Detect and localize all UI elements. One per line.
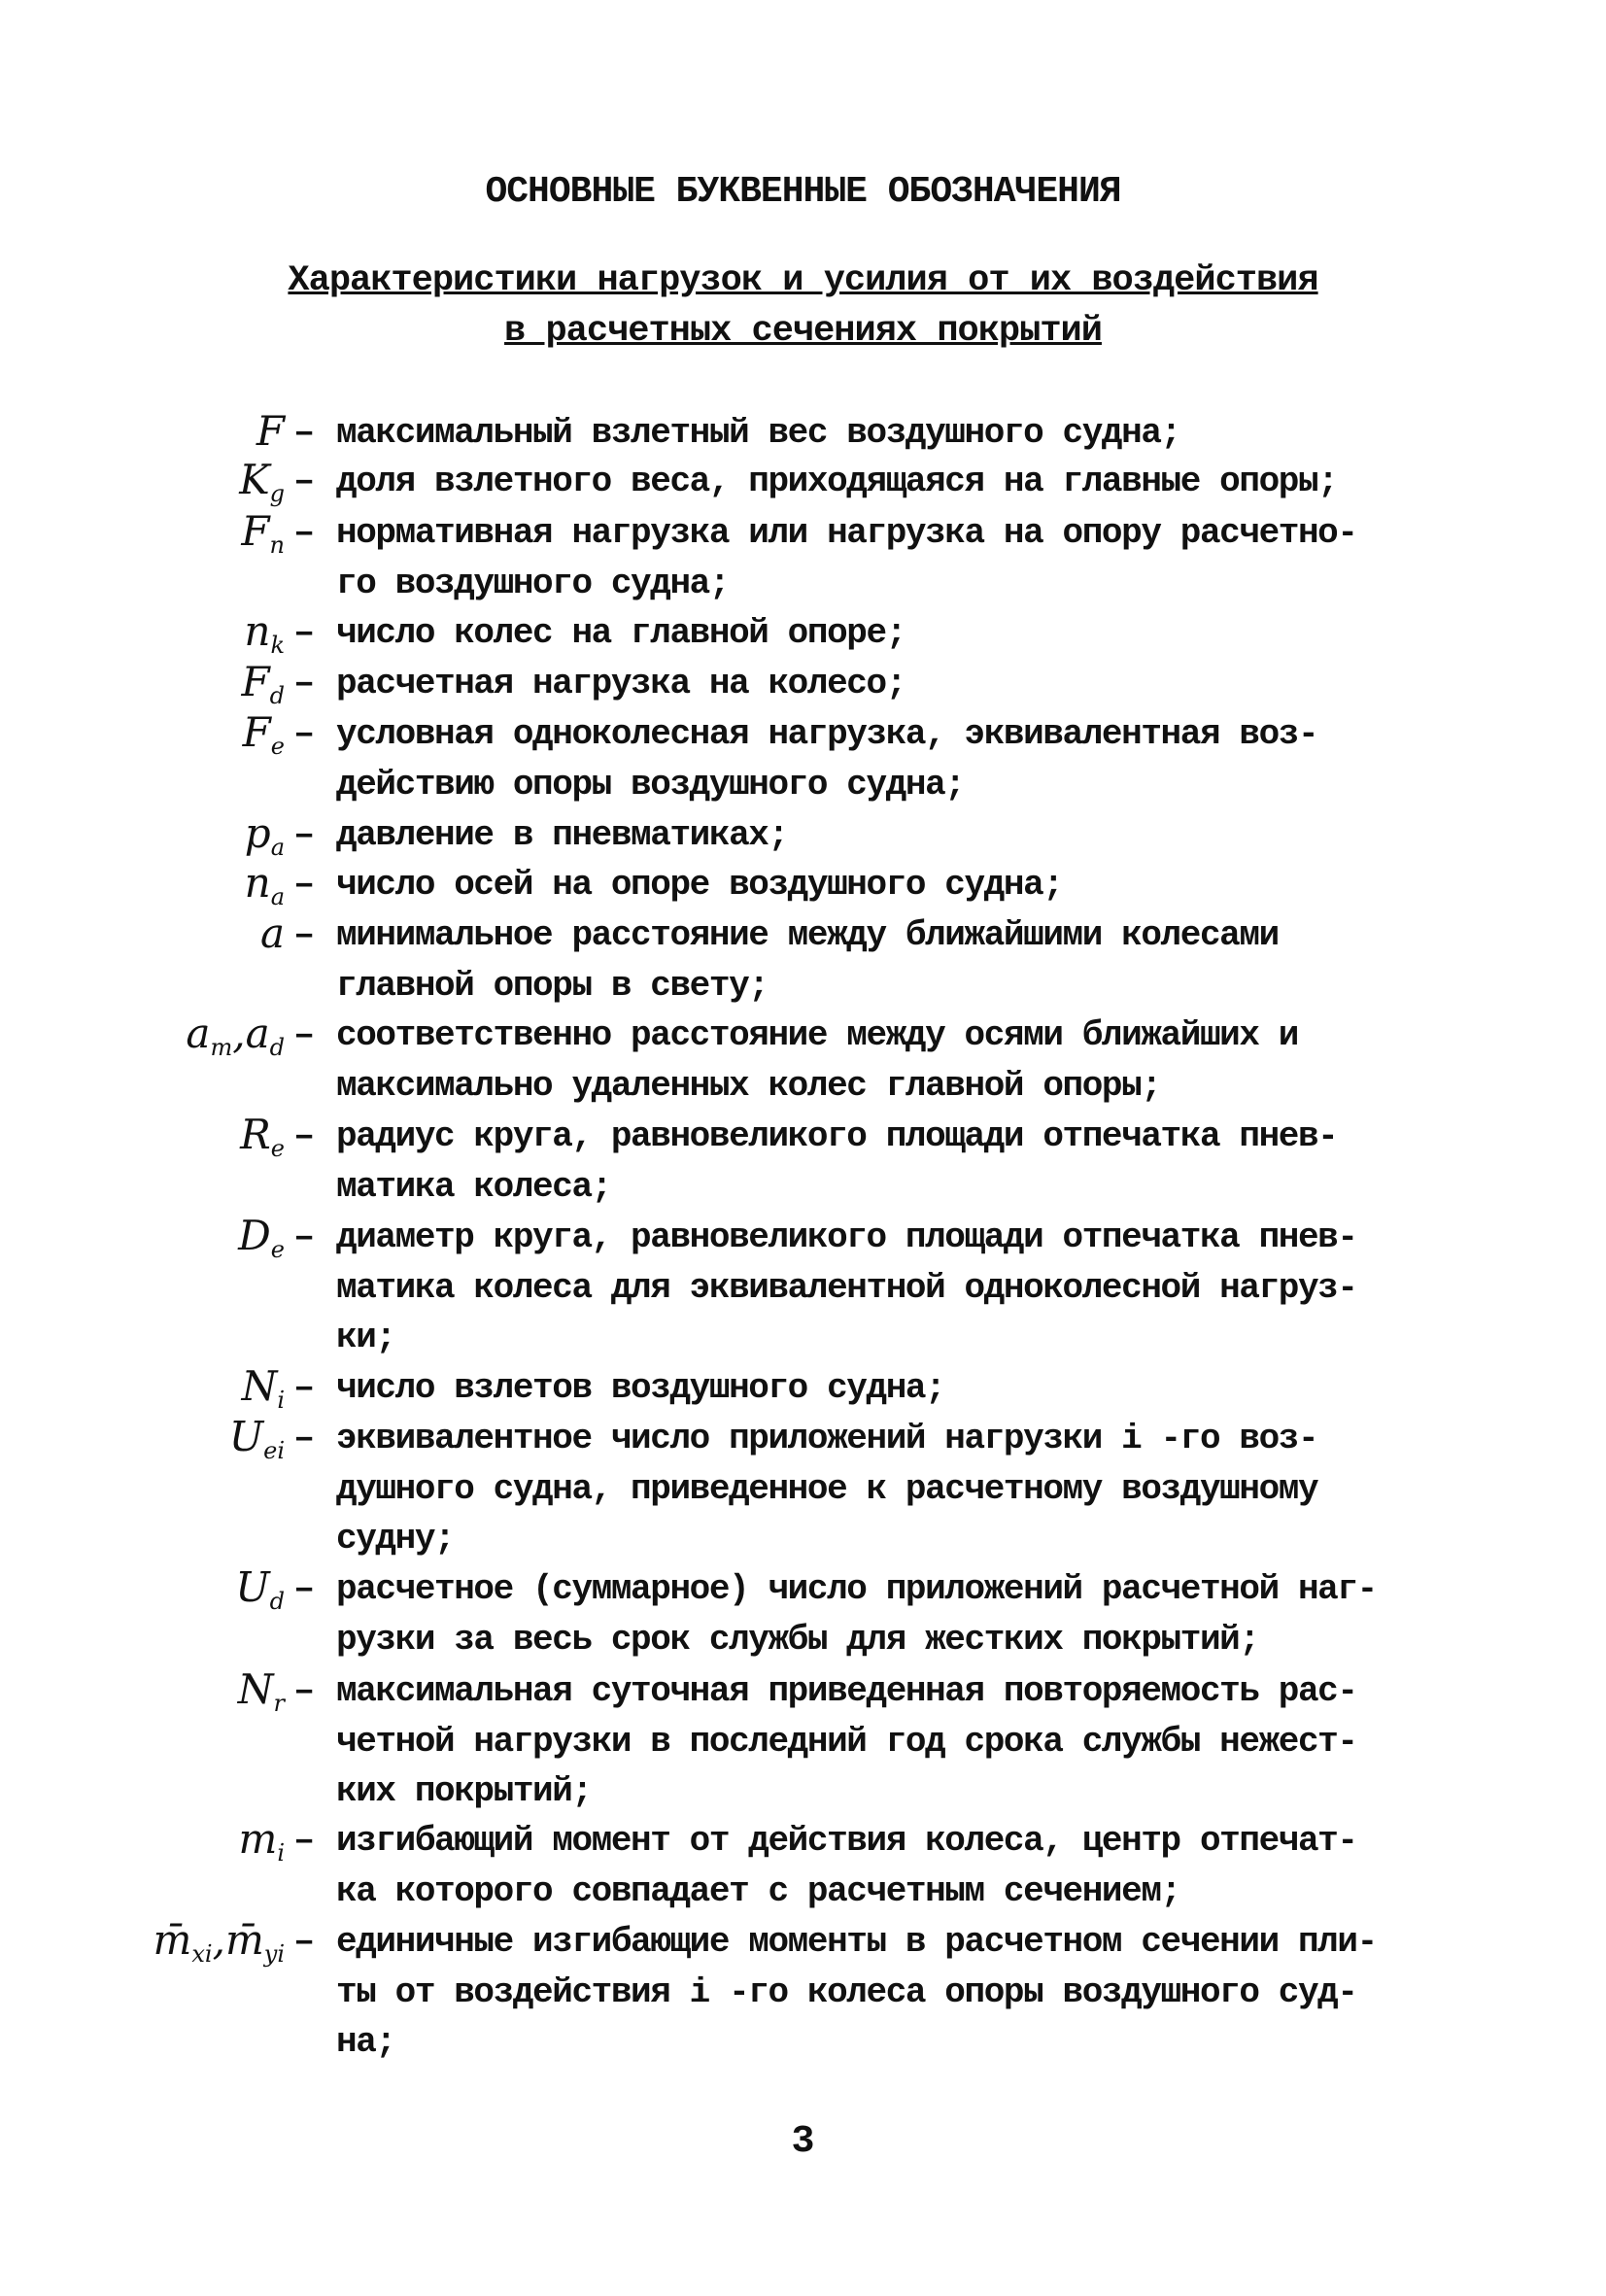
- entry-description-line: матика колеса для эквивалентной одноколесной нагруз-: [336, 1267, 1357, 1308]
- legend-entry: [0, 608, 1606, 659]
- legend-entry: [0, 1212, 1606, 1357]
- legend-entry: [0, 909, 1606, 1006]
- entry-description-line: расчетное (суммарное) число приложений расчетной наг-: [336, 1569, 1377, 1609]
- entry-description-line: действию опоры воздушного судна;: [336, 764, 965, 805]
- legend-entry: [0, 408, 1606, 459]
- legend-entry: [0, 708, 1606, 805]
- entry-dash: –: [293, 915, 316, 956]
- entry-symbol: F: [256, 407, 285, 455]
- entry-description-line: го воздушного судна;: [336, 563, 730, 603]
- entry-symbol: $N_r$: [237, 1665, 285, 1717]
- entry-description-line: условная одноколесная нагрузка, эквивалентная воз-: [336, 714, 1318, 754]
- entry-dash: –: [293, 815, 316, 856]
- entry-symbol: $F_n$: [241, 507, 285, 559]
- entry-dash: –: [293, 1671, 316, 1712]
- entry-description-line: максимальная суточная приведенная повторяемость рас-: [336, 1671, 1357, 1711]
- entry-description-line: на;: [336, 2022, 395, 2062]
- legend-entry: [0, 507, 1606, 603]
- entry-description-line: давление в пневматиках;: [336, 815, 788, 855]
- entry-description-line: число взлетов воздушного судна;: [336, 1368, 945, 1408]
- entry-dash: –: [293, 1821, 316, 1862]
- legend-entry: [0, 1916, 1606, 2062]
- entry-description-line: ты от воздействия i -го колеса опоры воздушного суд-: [336, 1971, 1357, 2012]
- entry-symbol: $R_e$: [240, 1111, 285, 1162]
- entry-dash: –: [293, 1569, 316, 1610]
- entry-description-line: изгибающий момент от действия колеса, центр отпечат-: [336, 1821, 1357, 1861]
- entry-description-line: четной нагрузки в последний год срока службы нежест-: [336, 1721, 1357, 1762]
- page-title: ОСНОВНЫЕ БУКВЕННЫЕ ОБОЗНАЧЕНИЯ: [485, 171, 1121, 213]
- entry-dash: –: [293, 1368, 316, 1409]
- entry-dash: –: [293, 462, 316, 502]
- entry-symbol: $N_i$: [241, 1362, 285, 1414]
- entry-description-line: ких покрытий;: [336, 1771, 592, 1811]
- entry-description-line: ки;: [336, 1318, 395, 1357]
- entry-description-line: нормативная нагрузка или нагрузка на опору расчетно-: [336, 513, 1357, 553]
- entry-dash: –: [293, 613, 316, 654]
- entry-description-line: единичные изгибающие моменты в расчетном сечении пли-: [336, 1922, 1377, 1962]
- entry-symbol: a: [259, 909, 285, 957]
- entry-dash: –: [293, 1419, 316, 1459]
- entry-symbol: $n_k$: [244, 607, 285, 659]
- entry-symbol: $U_{ei}$: [228, 1413, 285, 1464]
- entry-symbol: $K_g$: [239, 456, 285, 507]
- entry-dash: –: [293, 1922, 316, 1963]
- entry-description-line: минимальное расстояние между ближайшими колесами: [336, 915, 1279, 955]
- entry-description-line: рузки за весь срок службы для жестких покрытий;: [336, 1619, 1259, 1660]
- entry-description-line: душного судна, приведенное к расчетному воздушному: [336, 1468, 1318, 1509]
- entry-description-line: доля взлетного веса, приходящаяся на главные опоры;: [336, 462, 1338, 501]
- legend-entry: [0, 810, 1606, 861]
- legend-entry: [0, 1363, 1606, 1414]
- entry-description-line: ка которого совпадает с расчетным сечением;: [336, 1870, 1180, 1911]
- entry-dash: –: [293, 1015, 316, 1056]
- legend-entry: [0, 457, 1606, 507]
- entry-dash: –: [293, 714, 316, 755]
- entry-symbol: $n_a$: [244, 859, 285, 910]
- legend-entry: [0, 659, 1606, 709]
- entry-dash: –: [293, 1217, 316, 1258]
- legend-entry: [0, 1563, 1606, 1660]
- legend-entry: [0, 1815, 1606, 1911]
- entry-symbol: $m̄_{xi},m̄_{yi}$: [153, 1916, 285, 1968]
- legend-entry: [0, 1111, 1606, 1207]
- entry-symbol: $p_a$: [244, 809, 285, 861]
- entry-dash: –: [293, 413, 316, 454]
- entry-symbol: $m_i$: [238, 1815, 285, 1867]
- entry-symbol: $F_d$: [241, 658, 285, 709]
- entry-description-line: расчетная нагрузка на колесо;: [336, 664, 906, 703]
- section-subtitle-line-1: Характеристики нагрузок и усилия от их воздействия: [288, 260, 1318, 301]
- entry-symbol: $a_т,a_d$: [186, 1010, 285, 1061]
- entry-dash: –: [293, 1116, 316, 1157]
- legend-entry: [0, 1665, 1606, 1811]
- page-number: 3: [791, 2120, 815, 2164]
- entry-dash: –: [293, 513, 316, 554]
- entry-description-line: число колес на главной опоре;: [336, 613, 906, 653]
- entry-description-line: эквивалентное число приложений нагрузки i -го воз-: [336, 1419, 1318, 1458]
- entry-description-line: максимальный взлетный вес воздушного судна;: [336, 413, 1180, 453]
- entry-description-line: максимально удаленных колес главной опоры;: [336, 1065, 1161, 1106]
- entry-dash: –: [293, 865, 316, 906]
- section-subtitle-line-2: в расчетных сечениях покрытий: [504, 311, 1102, 352]
- entry-dash: –: [293, 664, 316, 704]
- entry-symbol: $U_d$: [235, 1563, 285, 1615]
- entry-description-line: диаметр круга, равновеликого площади отпечатка пнев-: [336, 1217, 1357, 1257]
- entry-description-line: матика колеса;: [336, 1166, 611, 1207]
- legend-entry: [0, 1413, 1606, 1559]
- entry-description-line: судну;: [336, 1519, 455, 1559]
- entry-description-line: радиус круга, равновеликого площади отпечатка пнев-: [336, 1116, 1338, 1156]
- legend-entry: [0, 860, 1606, 910]
- entry-description-line: соответственно расстояние между осями ближайших и: [336, 1015, 1298, 1055]
- legend-entry: [0, 1010, 1606, 1106]
- entry-symbol: $D_e$: [238, 1212, 285, 1263]
- entry-description-line: главной опоры в свету;: [336, 965, 769, 1006]
- entry-symbol: $F_e$: [242, 708, 285, 760]
- entry-description-line: число осей на опоре воздушного судна;: [336, 865, 1063, 905]
